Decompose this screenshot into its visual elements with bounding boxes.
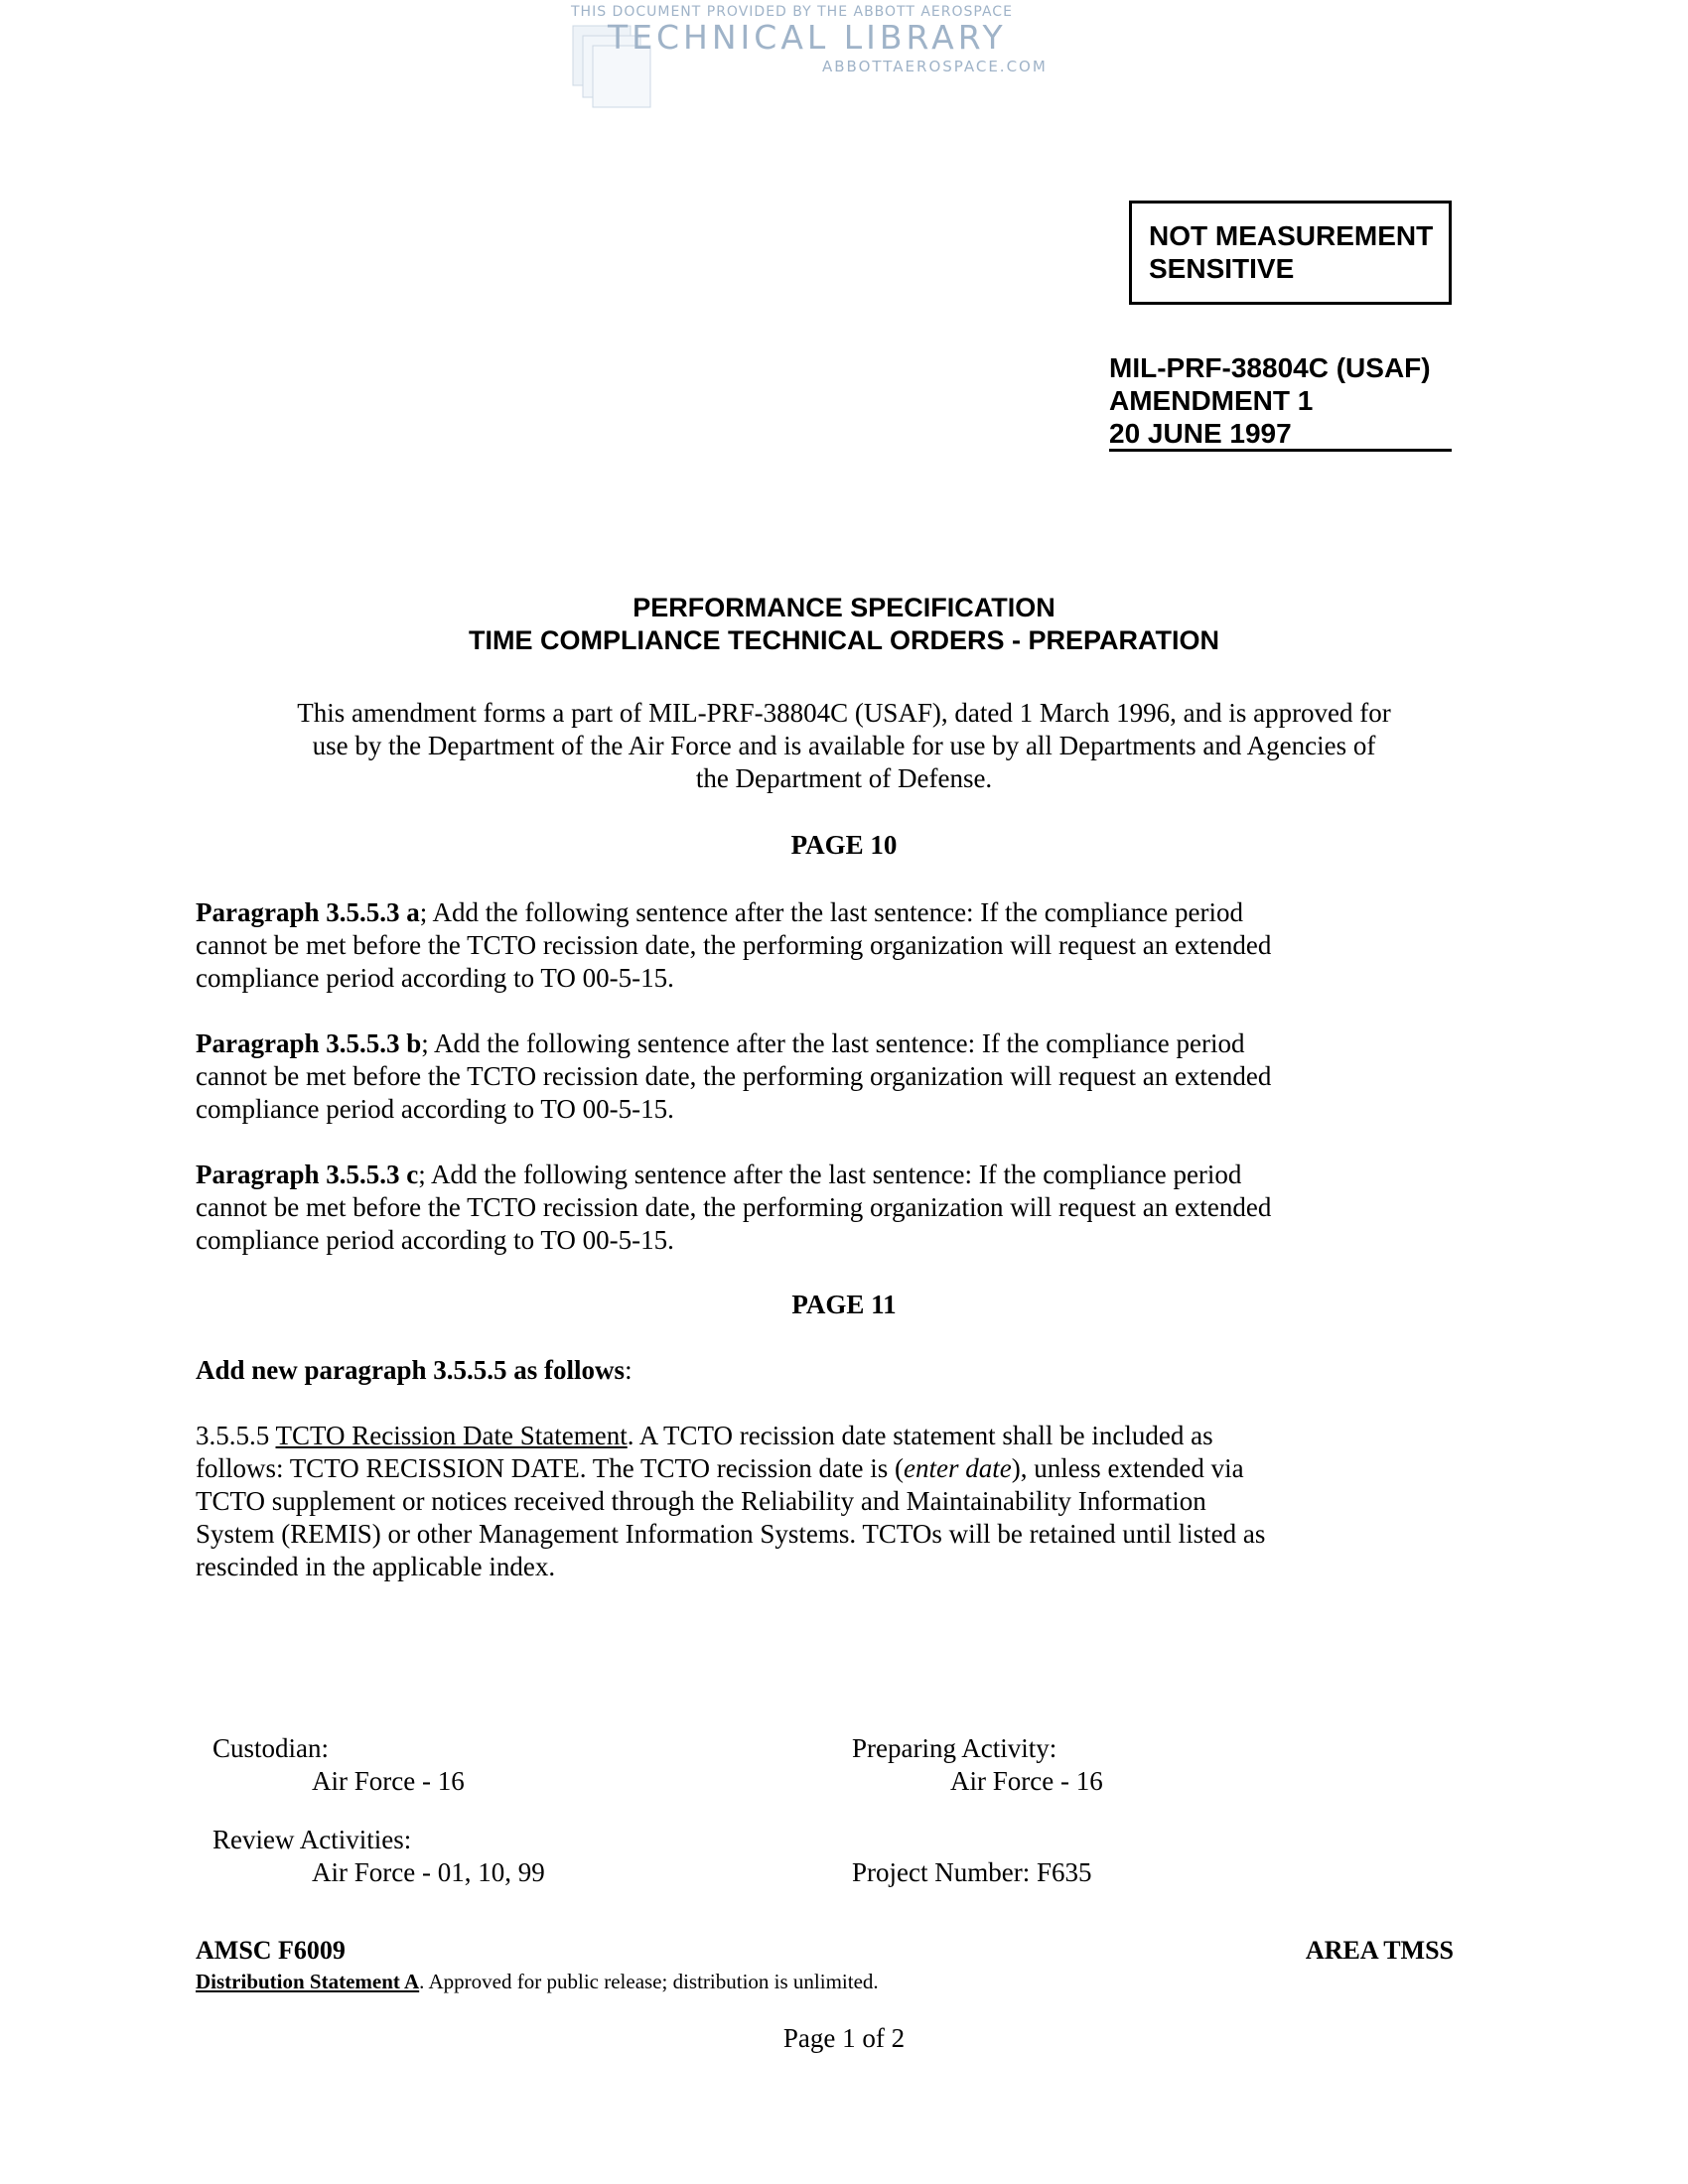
enter-date-placeholder: enter date (903, 1453, 1012, 1483)
paragraph-text: follows: TCTO RECISSION DATE. The TCTO recission date is ( (196, 1453, 904, 1483)
paragraph-text: cannot be met before the TCTO recission date, the performing organization will request an extended (196, 1192, 1272, 1222)
not-measurement-sensitive-stamp (1129, 201, 1452, 305)
page-11-heading: PAGE 11 (791, 1290, 897, 1319)
add-new-rest: : (625, 1355, 633, 1385)
stamp-line1: NOT MEASUREMENT (1149, 220, 1434, 251)
distribution-text: . Approved for public release; distribution is unlimited. (419, 1970, 879, 1993)
preparing-activity-label: Preparing Activity: (852, 1733, 1057, 1763)
add-new-bold: Add new paragraph 3.5.5.5 as follows (196, 1355, 626, 1385)
watermark-line2: TECHNICAL LIBRARY (608, 18, 1007, 57)
review-activities-value: Air Force - 01, 10, 99 (312, 1857, 545, 1887)
review-activities-label: Review Activities: (212, 1825, 412, 1854)
paragraph-text: compliance period according to TO 00-5-15. (196, 963, 674, 993)
paragraph-text: ; Add the following sentence after the last sentence: If the compliance period (421, 1028, 1245, 1058)
doc-id: MIL-PRF-38804C (USAF) (1109, 352, 1431, 383)
paragraph-text: compliance period according to TO 00-5-15. (196, 1225, 674, 1255)
custodian-label: Custodian: (212, 1733, 330, 1763)
paragraph-text: ; Add the following sentence after the last sentence: If the compliance period (419, 897, 1243, 927)
area-code: AREA TMSS (1305, 1936, 1454, 1965)
paragraph-text: rescinded in the applicable index. (196, 1552, 556, 1581)
paragraph-text: TCTO supplement or notices received through the Reliability and Maintainability Information (196, 1486, 1206, 1516)
paragraph-text: compliance period according to TO 00-5-15. (196, 1094, 674, 1124)
watermark-line1: THIS DOCUMENT PROVIDED BY THE ABBOTT AEROSPACE (571, 4, 1013, 20)
amendment-number: AMENDMENT 1 (1109, 385, 1314, 416)
paragraph-text: cannot be met before the TCTO recission date, the performing organization will request an extended (196, 1061, 1272, 1091)
page-number: Page 1 of 2 (782, 2023, 906, 2053)
add-new-paragraph (196, 1354, 633, 1387)
watermark-line3: ABBOTTAEROSPACE.COM (822, 58, 1048, 75)
paragraph-text: cannot be met before the TCTO recission date, the performing organization will request an extended (196, 930, 1272, 960)
paragraph-lead: Paragraph 3.5.5.3 c (196, 1160, 419, 1189)
intro-line: This amendment forms a part of MIL-PRF-38804C (USAF), dated 1 March 1996, and is approved for (297, 698, 1391, 728)
intro-line: the Department of Defense. (695, 763, 993, 793)
stamp-line2: SENSITIVE (1149, 253, 1295, 284)
paragraph-lead: Paragraph 3.5.5.3 a (196, 897, 420, 927)
distribution-statement (196, 1970, 879, 1993)
paragraph-text: . A TCTO recission date statement shall be included as (627, 1421, 1213, 1450)
amendment-date: 20 JUNE 1997 (1109, 418, 1292, 449)
paragraph-heading: TCTO Recission Date Statement (275, 1421, 628, 1450)
title-line1: PERFORMANCE SPECIFICATION (633, 593, 1055, 622)
paragraph-lead: Paragraph 3.5.5.3 b (196, 1028, 422, 1058)
amsc-number: AMSC F6009 (196, 1936, 346, 1965)
paragraph-number: 3.5.5.5 (196, 1421, 276, 1450)
custodian-value: Air Force - 16 (312, 1766, 465, 1796)
intro-line: use by the Department of the Air Force and is available for use by all Departments and Agencies of (312, 731, 1376, 760)
title-line2: TIME COMPLIANCE TECHNICAL ORDERS - PREPARATION (468, 625, 1219, 655)
paragraph-text: System (REMIS) or other Management Information Systems. TCTOs will be retained until listed as (196, 1519, 1266, 1549)
page-10-heading: PAGE 10 (790, 830, 898, 860)
paragraph-text: ), unless extended via (1011, 1453, 1244, 1483)
distribution-label: Distribution Statement A (196, 1970, 420, 1993)
project-number: Project Number: F635 (852, 1857, 1092, 1887)
header-rule (1109, 449, 1452, 452)
preparing-activity-value: Air Force - 16 (950, 1766, 1103, 1796)
paragraph-text: ; Add the following sentence after the last sentence: If the compliance period (418, 1160, 1242, 1189)
